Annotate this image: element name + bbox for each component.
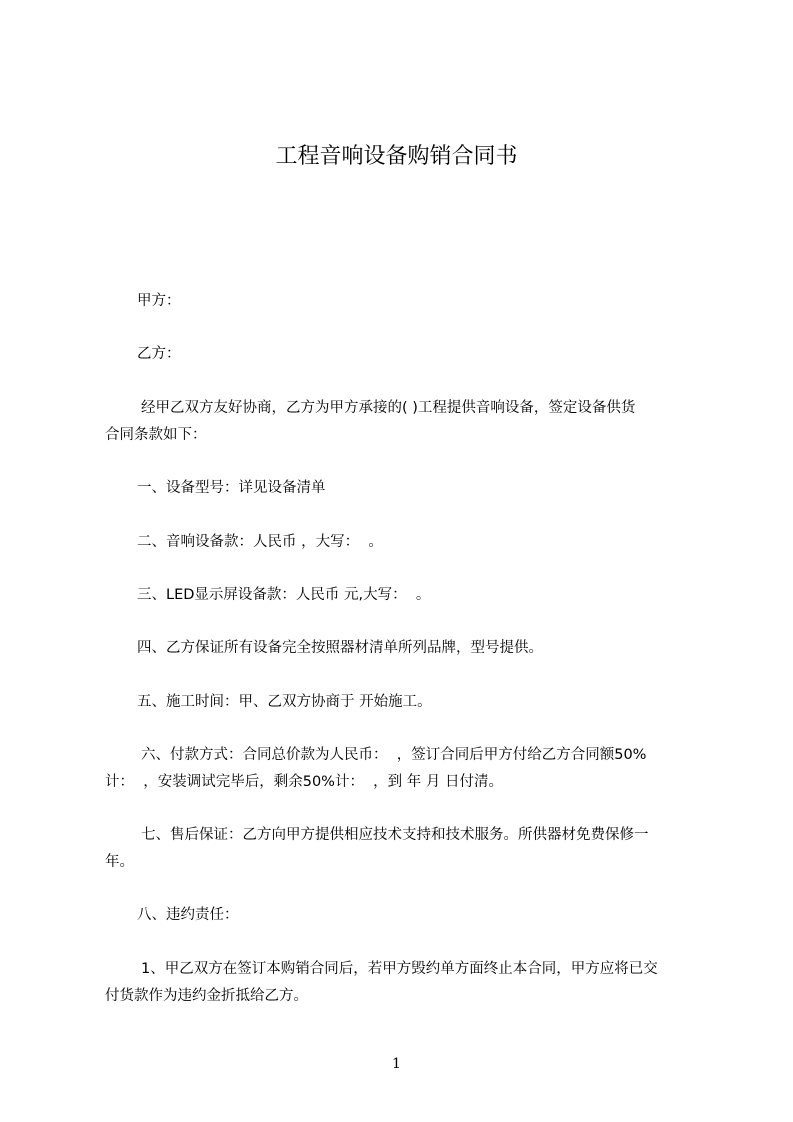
- clause-8: 八、违约责任：: [137, 907, 239, 923]
- clause-7-line-1: 七、售后保证：乙方向甲方提供相应技术支持和技术服务。所供器材免费保修一: [141, 827, 649, 843]
- party-a-line: 甲方：: [137, 293, 181, 309]
- clause-1: 一、设备型号：详见设备清单: [137, 480, 326, 496]
- clause-2: 二、音响设备款：人民币 ，大写： 。: [137, 534, 383, 550]
- clause-6-line-2: 计： ，安装调试完毕后，剩余50%计： ，到 年 月 日付清。: [105, 774, 503, 790]
- clause-7-line-2: 年。: [105, 854, 134, 870]
- clause-3: 三、LED显示屏设备款：人民币 元,大写： 。: [137, 587, 431, 603]
- clause-6-line-1: 六、付款方式：合同总价款为人民币： ，签订合同后甲方付给乙方合同额50%: [141, 747, 647, 763]
- document-title: 工程音响设备购销合同书: [275, 144, 518, 169]
- clause-5: 五、施工时间：甲、乙双方协商于 开始施工。: [137, 694, 432, 710]
- clause-4: 四、乙方保证所有设备完全按照器材清单所列品牌，型号提供。: [137, 640, 543, 656]
- clause-8-1-line-2: 付货款作为违约金折抵给乙方。: [105, 988, 308, 1004]
- clause-8-1-line-1: 1、甲乙双方在签订本购销合同后，若甲方毁约单方面终止本合同，甲方应将已交: [141, 961, 658, 977]
- intro-line-1: 经甲乙双方友好协商，乙方为甲方承接的( )工程提供音响设备，签定设备供货: [141, 400, 636, 416]
- party-b-line: 乙方：: [137, 346, 181, 362]
- intro-line-2: 合同条款如下：: [105, 427, 207, 443]
- page-number: 1: [392, 1056, 401, 1072]
